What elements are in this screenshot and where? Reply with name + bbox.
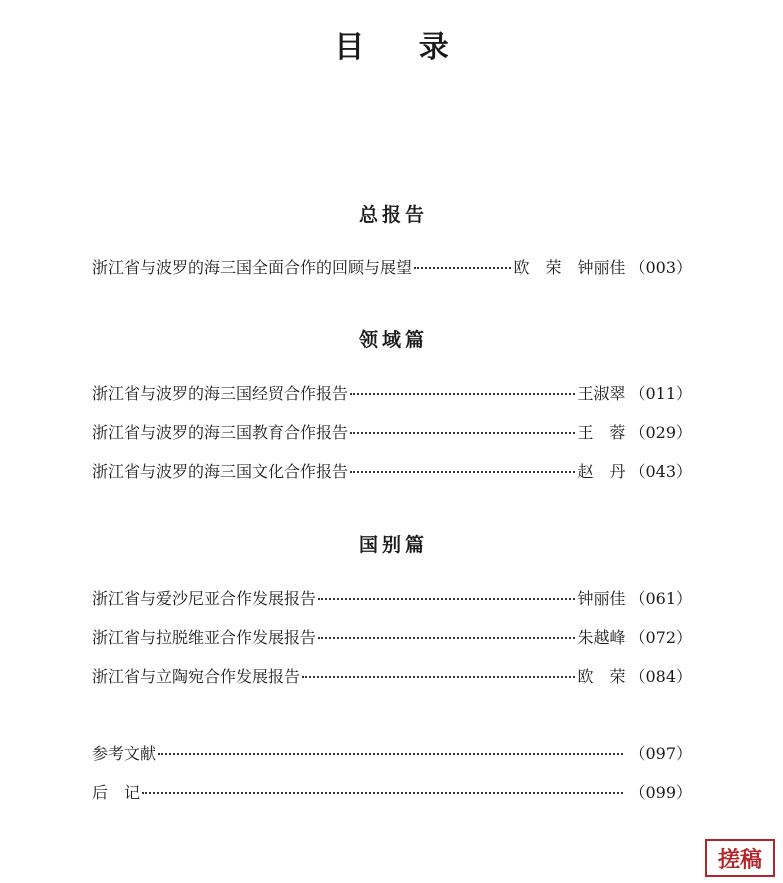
toc-entry-page: （043） bbox=[629, 462, 692, 481]
toc-entry[interactable] bbox=[92, 382, 692, 406]
dot-leader bbox=[302, 675, 575, 678]
toc-entry-references[interactable] bbox=[92, 742, 692, 766]
toc-entry-title: 浙江省与爱沙尼亚合作发展报告 bbox=[92, 589, 317, 608]
toc-entry-title: 浙江省与拉脱维亚合作发展报告 bbox=[92, 628, 317, 647]
toc-entry-author: 赵 丹 bbox=[577, 462, 626, 481]
toc-entry[interactable] bbox=[92, 421, 692, 445]
toc-entry-page: （061） bbox=[629, 589, 692, 608]
toc-entry-page: （099） bbox=[629, 783, 692, 802]
toc-entry-author: 王淑翠 bbox=[577, 384, 626, 403]
toc-entry-page: （072） bbox=[629, 628, 692, 647]
toc-entry[interactable] bbox=[92, 460, 692, 484]
toc-entry-page: （097） bbox=[629, 744, 692, 763]
toc-entry[interactable] bbox=[92, 256, 692, 280]
toc-entry-title: 后 记 bbox=[92, 783, 141, 802]
dot-leader bbox=[318, 597, 575, 600]
toc-entry-afterword[interactable] bbox=[92, 781, 692, 805]
toc-entry-author: 钟丽佳 bbox=[577, 589, 626, 608]
toc-entry-author: 欧 荣 钟丽佳 bbox=[513, 258, 626, 277]
dot-leader bbox=[142, 791, 623, 794]
toc-entry-title: 浙江省与立陶宛合作发展报告 bbox=[92, 667, 301, 686]
watermark-stamp: 搓稿 bbox=[705, 839, 775, 877]
toc-entry-page: （084） bbox=[629, 667, 692, 686]
toc-entry-title: 浙江省与波罗的海三国经贸合作报告 bbox=[92, 384, 349, 403]
toc-entry-title: 参考文献 bbox=[92, 744, 157, 763]
section-heading-field: 领域篇 bbox=[358, 329, 428, 351]
toc-entry-page: （011） bbox=[629, 384, 692, 403]
dot-leader bbox=[318, 636, 575, 639]
toc-entry-title: 浙江省与波罗的海三国全面合作的回顾与展望 bbox=[92, 258, 413, 277]
dot-leader bbox=[350, 431, 575, 434]
page-title: 目 录 bbox=[334, 30, 471, 65]
dot-leader bbox=[158, 752, 623, 755]
dot-leader bbox=[350, 392, 575, 395]
toc-entry-title: 浙江省与波罗的海三国教育合作报告 bbox=[92, 423, 349, 442]
dot-leader bbox=[414, 266, 511, 269]
dot-leader bbox=[350, 470, 575, 473]
toc-entry-author: 欧 荣 bbox=[577, 667, 626, 686]
toc-entry-page: （003） bbox=[629, 258, 692, 277]
toc-entry[interactable] bbox=[92, 626, 692, 650]
toc-entry[interactable] bbox=[92, 587, 692, 611]
toc-entry-title: 浙江省与波罗的海三国文化合作报告 bbox=[92, 462, 349, 481]
section-heading-country: 国别篇 bbox=[358, 534, 428, 556]
toc-entry-author: 朱越峰 bbox=[577, 628, 626, 647]
toc-entry-author: 王 蓉 bbox=[577, 423, 626, 442]
section-heading-general: 总报告 bbox=[358, 204, 428, 226]
toc-entry[interactable] bbox=[92, 665, 692, 689]
toc-entry-page: （029） bbox=[629, 423, 692, 442]
